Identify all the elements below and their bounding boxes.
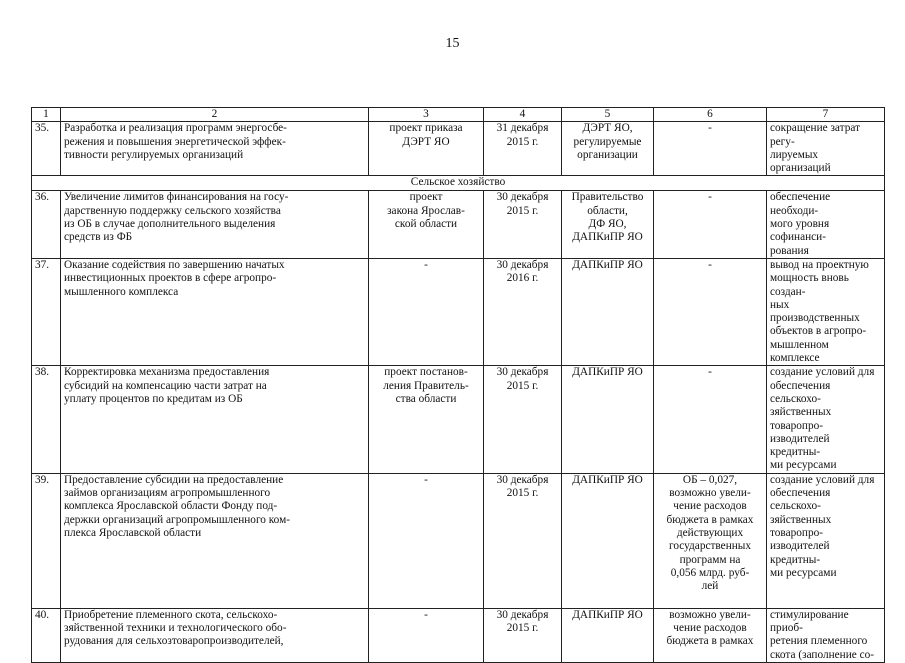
- table-row: [32, 122, 885, 176]
- result-cell: сокращение затрат регу- лируемых организаций: [767, 122, 885, 176]
- table-row: [32, 473, 885, 608]
- measure-cell: Корректировка механизма предоставления субсидий на компенсацию части затрат на уплату процентов по кредитам из ОБ: [61, 366, 369, 473]
- document-cell: проект закона Ярослав- ской области: [369, 191, 484, 258]
- column-header: 5: [562, 108, 654, 122]
- deadline-cell: 31 декабря 2015 г.: [484, 122, 562, 176]
- executor-cell: Правительство области, ДФ ЯО, ДАПКиПР ЯО: [562, 191, 654, 258]
- column-header: 2: [61, 108, 369, 122]
- deadline-cell: 30 декабря 2015 г.: [484, 473, 562, 608]
- result-cell: стимулирование приоб- ретения племенного скота (заполнение со-: [767, 608, 885, 662]
- document-cell: проект постанов- ления Правитель- ства области: [369, 366, 484, 473]
- table-header-row: [32, 108, 885, 122]
- row-number: 36.: [32, 191, 61, 258]
- result-cell: создание условий для обеспечения сельскохо- зяйственных товаропро- изводителей кредитны- ми ресурсами: [767, 473, 885, 608]
- deadline-cell: 30 декабря 2015 г.: [484, 366, 562, 473]
- table-row: [32, 191, 885, 258]
- table-row: [32, 608, 885, 662]
- section-row: [32, 176, 885, 191]
- executor-cell: ДАПКиПР ЯО: [562, 366, 654, 473]
- deadline-cell: 30 декабря 2015 г.: [484, 608, 562, 662]
- section-title: Сельское хозяйство: [32, 176, 885, 191]
- column-header: 4: [484, 108, 562, 122]
- row-number: 38.: [32, 366, 61, 473]
- column-header: 7: [767, 108, 885, 122]
- row-number: 39.: [32, 473, 61, 608]
- measures-table: [31, 107, 885, 663]
- column-header: 3: [369, 108, 484, 122]
- page-number: 15: [445, 36, 460, 51]
- row-number: 35.: [32, 122, 61, 176]
- result-cell: создание условий для обеспечения сельскохо- зяйственных товаропро- изводителей кредитны- ми ресурсами: [767, 366, 885, 473]
- finance-cell: возможно увели- чение расходов бюджета в рамках: [654, 608, 767, 662]
- column-header: 1: [32, 108, 61, 122]
- row-number: 40.: [32, 608, 61, 662]
- finance-cell: -: [654, 258, 767, 365]
- table-row: [32, 366, 885, 473]
- column-header: 6: [654, 108, 767, 122]
- finance-cell: -: [654, 366, 767, 473]
- table-row: [32, 258, 885, 365]
- executor-cell: ДАПКиПР ЯО: [562, 473, 654, 608]
- result-cell: вывод на проектную мощность вновь создан- ных производственных объектов в агропро- мышленном комплексе: [767, 258, 885, 365]
- row-number: 37.: [32, 258, 61, 365]
- executor-cell: ДАПКиПР ЯО: [562, 608, 654, 662]
- document-cell: -: [369, 608, 484, 662]
- measure-cell: Предоставление субсидии на предоставление займов организациям агропромышленного комплекса Ярославской области Фонду под- держки организаций агропромышленного ком- плекса Ярославской области: [61, 473, 369, 608]
- finance-cell: -: [654, 191, 767, 258]
- measure-cell: Оказание содействия по завершению начатых инвестиционных проектов в сфере агропро- мышленного комплекса: [61, 258, 369, 365]
- document-cell: -: [369, 258, 484, 365]
- finance-cell: -: [654, 122, 767, 176]
- deadline-cell: 30 декабря 2015 г.: [484, 191, 562, 258]
- result-cell: обеспечение необходи- мого уровня софинанси- рования: [767, 191, 885, 258]
- measure-cell: Разработка и реализация программ энергосбе- режения и повышения энергетической эффек- тивности регулируемых организаций: [61, 122, 369, 176]
- finance-cell: ОБ – 0,027, возможно увели- чение расходов бюджета в рамках действующих государственных программ на 0,056 млрд. руб- лей: [654, 473, 767, 608]
- executor-cell: ДЭРТ ЯО, регулируемые организации: [562, 122, 654, 176]
- document-cell: проект приказа ДЭРТ ЯО: [369, 122, 484, 176]
- document-cell: -: [369, 473, 484, 608]
- measure-cell: Увеличение лимитов финансирования на госу- дарственную поддержку сельского хозяйства из ОБ в случае дополнительного выделения средств из ФБ: [61, 191, 369, 258]
- executor-cell: ДАПКиПР ЯО: [562, 258, 654, 365]
- deadline-cell: 30 декабря 2016 г.: [484, 258, 562, 365]
- measure-cell: Приобретение племенного скота, сельскохо- зяйственной техники и технологического обо- рудования для сельхозтоваропроизводителей,: [61, 608, 369, 662]
